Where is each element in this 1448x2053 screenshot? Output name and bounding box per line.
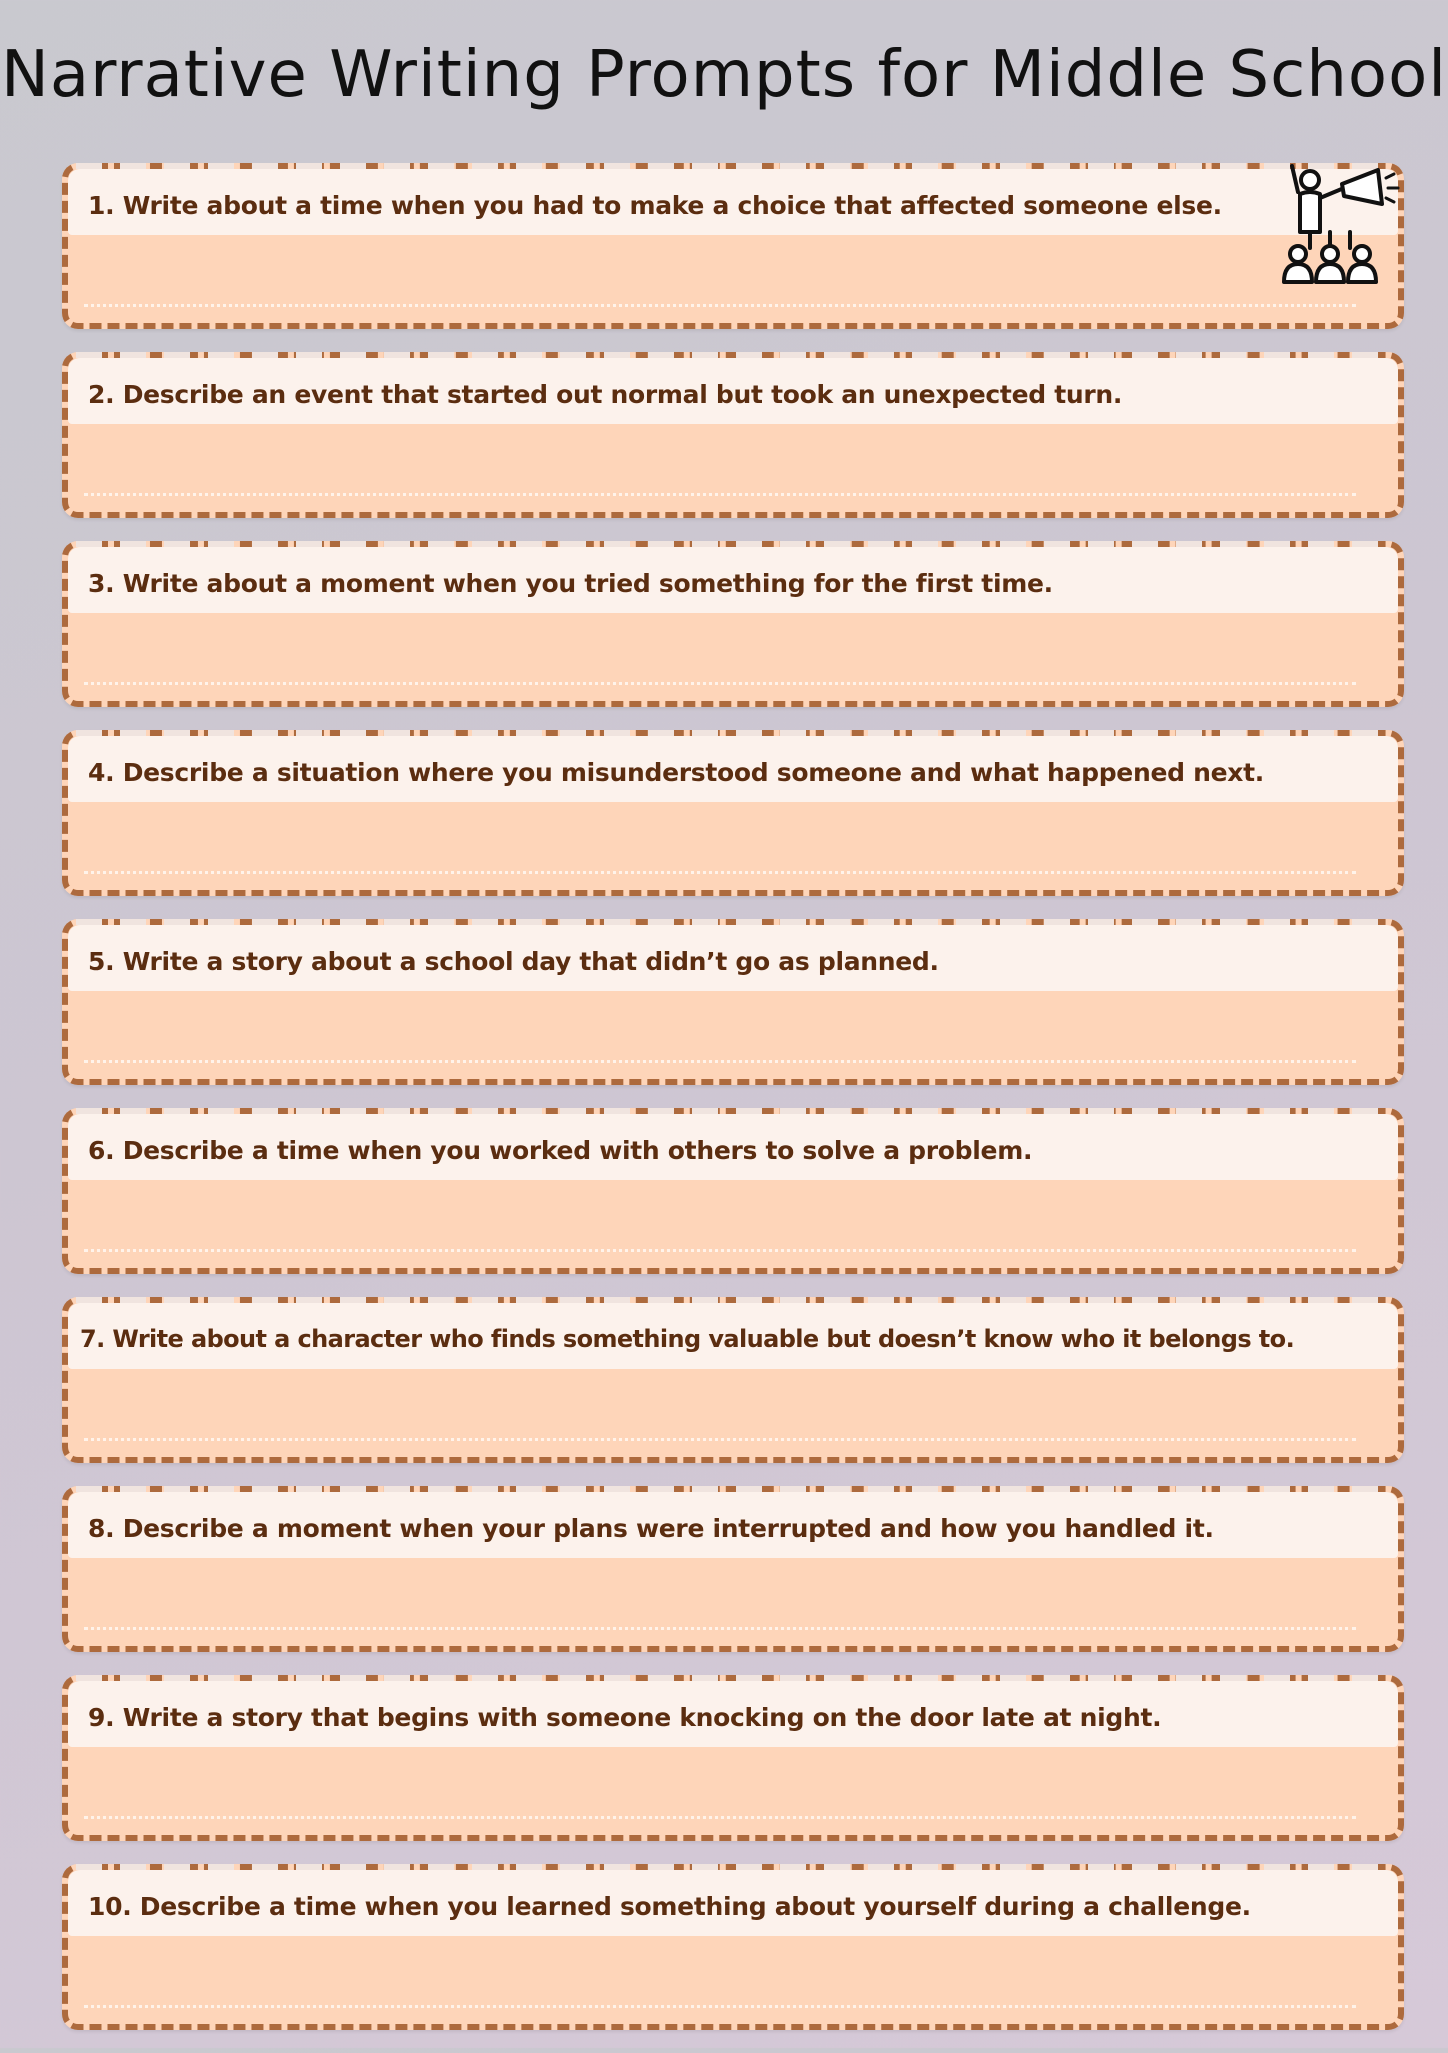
prompt-card	[62, 1864, 1404, 2030]
prompt-text: 8. Describe a moment when your plans were interrupted and how you handled it.	[88, 1514, 1214, 1543]
answer-line[interactable]	[84, 1816, 1356, 1819]
teacher-megaphone-audience-icon	[1282, 158, 1406, 286]
answer-line[interactable]	[84, 493, 1356, 496]
prompt-card	[62, 541, 1404, 707]
answer-line[interactable]	[84, 1249, 1356, 1252]
prompt-header	[68, 1114, 1398, 1180]
prompt-list	[62, 163, 1404, 2053]
answer-line[interactable]	[84, 1438, 1356, 1441]
prompt-card	[62, 1486, 1404, 1652]
prompt-header	[68, 1303, 1398, 1369]
prompt-text: 5. Write a story about a school day that didn’t go as planned.	[88, 947, 939, 976]
prompt-card	[62, 352, 1404, 518]
answer-line[interactable]	[84, 304, 1356, 307]
prompt-text: 7. Write about a character who finds something valuable but doesn’t know who it belongs to.	[80, 1325, 1295, 1353]
prompt-card	[62, 919, 1404, 1085]
prompt-card	[62, 1108, 1404, 1274]
prompt-text: 2. Describe an event that started out normal but took an unexpected turn.	[88, 380, 1123, 409]
page-title: Narrative Writing Prompts for Middle School	[0, 38, 1448, 112]
prompt-header	[68, 736, 1398, 802]
prompt-text: 3. Write about a moment when you tried something for the first time.	[88, 569, 1053, 598]
prompt-header	[68, 1681, 1398, 1747]
prompt-header	[68, 1870, 1398, 1936]
prompt-text: 9. Write a story that begins with someone knocking on the door late at night.	[88, 1703, 1162, 1732]
answer-line[interactable]	[84, 2005, 1356, 2008]
prompt-header	[68, 169, 1398, 235]
prompt-text: 4. Describe a situation where you misunderstood someone and what happened next.	[88, 758, 1264, 787]
prompt-header	[68, 547, 1398, 613]
answer-line[interactable]	[84, 1060, 1356, 1063]
prompt-text: 1. Write about a time when you had to make a choice that affected someone else.	[88, 191, 1222, 220]
prompt-header	[68, 925, 1398, 991]
prompt-card	[62, 730, 1404, 896]
prompt-card	[62, 1297, 1404, 1463]
prompt-text: 10. Describe a time when you learned something about yourself during a challenge.	[88, 1892, 1251, 1921]
answer-line[interactable]	[84, 871, 1356, 874]
prompt-text: 6. Describe a time when you worked with others to solve a problem.	[88, 1136, 1033, 1165]
prompt-card	[62, 1675, 1404, 1841]
prompt-card	[62, 163, 1404, 329]
answer-line[interactable]	[84, 1627, 1356, 1630]
prompt-header	[68, 358, 1398, 424]
answer-line[interactable]	[84, 682, 1356, 685]
prompt-header	[68, 1492, 1398, 1558]
